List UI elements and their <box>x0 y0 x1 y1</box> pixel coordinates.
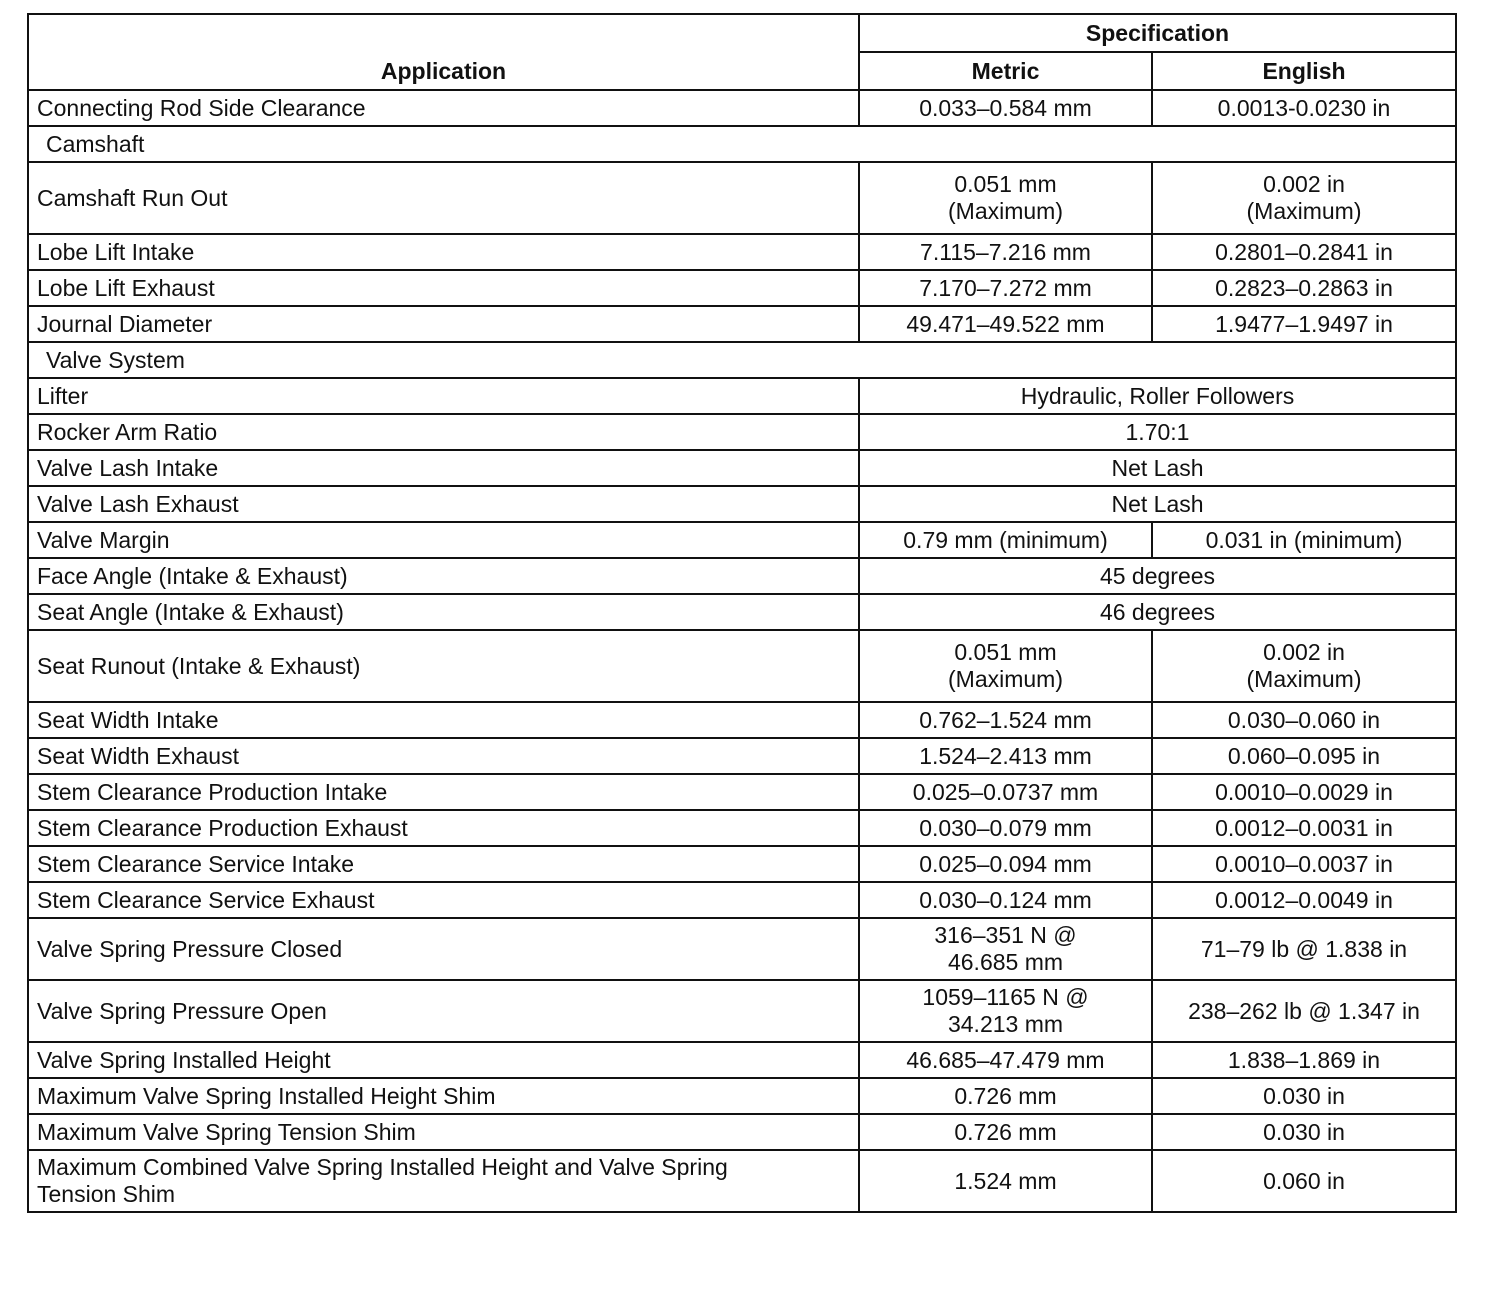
metric-value <box>859 918 1152 980</box>
table-row <box>28 810 1456 846</box>
row-label: Seat Width Intake <box>28 702 859 738</box>
english-value: 1.9477–1.9497 in <box>1152 306 1456 342</box>
metric-value-line1: 0.051 mm <box>954 639 1057 665</box>
table-row <box>28 1150 1456 1212</box>
row-label <box>28 1150 859 1212</box>
table-row <box>28 234 1456 270</box>
english-value: 0.030 in <box>1152 1078 1456 1114</box>
header-english: English <box>1152 52 1456 90</box>
english-value: 0.2801–0.2841 in <box>1152 234 1456 270</box>
metric-value-line2: 46.685 mm <box>947 949 1064 975</box>
english-value: 71–79 lb @ 1.838 in <box>1152 918 1456 980</box>
row-label: Stem Clearance Service Exhaust <box>28 882 859 918</box>
english-value-line1: 0.002 in <box>1263 171 1345 197</box>
row-label: Connecting Rod Side Clearance <box>28 90 859 126</box>
table-row <box>28 774 1456 810</box>
metric-value <box>859 980 1152 1042</box>
table-row <box>28 414 1456 450</box>
english-value: 0.030 in <box>1152 1114 1456 1150</box>
english-value: 238–262 lb @ 1.347 in <box>1152 980 1456 1042</box>
specification-table <box>27 13 1457 1213</box>
metric-value: 0.79 mm (minimum) <box>859 522 1152 558</box>
combined-value: Net Lash <box>859 450 1456 486</box>
row-label: Rocker Arm Ratio <box>28 414 859 450</box>
header-specification: Specification <box>859 14 1456 52</box>
english-value: 1.838–1.869 in <box>1152 1042 1456 1078</box>
metric-value: 0.726 mm <box>859 1078 1152 1114</box>
table-row <box>28 306 1456 342</box>
row-label: Valve Lash Intake <box>28 450 859 486</box>
row-label: Valve Lash Exhaust <box>28 486 859 522</box>
row-label: Face Angle (Intake & Exhaust) <box>28 558 859 594</box>
row-label: Lobe Lift Exhaust <box>28 270 859 306</box>
row-label-line1: Maximum Combined Valve Spring Installed Height and Valve Spring <box>37 1154 728 1180</box>
header-application-text: Application <box>380 58 507 84</box>
english-value: 0.031 in (minimum) <box>1152 522 1456 558</box>
english-value: 0.060 in <box>1152 1150 1456 1212</box>
combined-value: 46 degrees <box>859 594 1456 630</box>
table-row <box>28 1042 1456 1078</box>
row-label: Stem Clearance Production Intake <box>28 774 859 810</box>
metric-value: 1.524–2.413 mm <box>859 738 1152 774</box>
metric-value: 0.025–0.094 mm <box>859 846 1152 882</box>
metric-value: 0.025–0.0737 mm <box>859 774 1152 810</box>
metric-value: 0.033–0.584 mm <box>859 90 1152 126</box>
table-row <box>28 486 1456 522</box>
metric-value: 7.170–7.272 mm <box>859 270 1152 306</box>
row-label: Maximum Valve Spring Installed Height Shim <box>28 1078 859 1114</box>
english-value: 0.030–0.060 in <box>1152 702 1456 738</box>
combined-value: Hydraulic, Roller Followers <box>859 378 1456 414</box>
table-row <box>28 270 1456 306</box>
row-label: Valve Spring Pressure Closed <box>28 918 859 980</box>
metric-value: 0.762–1.524 mm <box>859 702 1152 738</box>
row-label: Lobe Lift Intake <box>28 234 859 270</box>
metric-value: 46.685–47.479 mm <box>859 1042 1152 1078</box>
table-row <box>28 522 1456 558</box>
row-label: Seat Angle (Intake & Exhaust) <box>28 594 859 630</box>
english-value: 0.0012–0.0049 in <box>1152 882 1456 918</box>
table-row <box>28 594 1456 630</box>
table-row <box>28 882 1456 918</box>
metric-value-line2: 34.213 mm <box>947 1011 1064 1037</box>
table-row <box>28 90 1456 126</box>
table-row <box>28 630 1456 702</box>
english-value-line1: 0.002 in <box>1263 639 1345 665</box>
table-row <box>28 1114 1456 1150</box>
metric-value: 0.030–0.079 mm <box>859 810 1152 846</box>
table-row <box>28 702 1456 738</box>
metric-value-line2: (Maximum) <box>948 198 1063 224</box>
english-value-line2: (Maximum) <box>1246 198 1362 224</box>
english-value: 0.0010–0.0029 in <box>1152 774 1456 810</box>
table-row <box>28 918 1456 980</box>
english-value <box>1152 630 1456 702</box>
table-row <box>28 846 1456 882</box>
combined-value: Net Lash <box>859 486 1456 522</box>
table-row <box>28 450 1456 486</box>
metric-value-line1: 316–351 N @ <box>934 922 1077 948</box>
row-label: Seat Width Exhaust <box>28 738 859 774</box>
row-label: Journal Diameter <box>28 306 859 342</box>
table-row <box>28 378 1456 414</box>
combined-value: 45 degrees <box>859 558 1456 594</box>
table-row <box>28 738 1456 774</box>
metric-value: 49.471–49.522 mm <box>859 306 1152 342</box>
english-value: 0.0010–0.0037 in <box>1152 846 1456 882</box>
row-label-line2: Tension Shim <box>37 1181 176 1207</box>
table-row <box>28 162 1456 234</box>
metric-value-line1: 0.051 mm <box>954 171 1057 197</box>
metric-value-line1: 1059–1165 N @ <box>922 984 1089 1010</box>
section-row <box>28 126 1456 162</box>
table-row <box>28 980 1456 1042</box>
row-label: Valve Spring Installed Height <box>28 1042 859 1078</box>
metric-value: 7.115–7.216 mm <box>859 234 1152 270</box>
row-label: Valve Margin <box>28 522 859 558</box>
header-application <box>28 14 859 90</box>
section-camshaft: Camshaft <box>28 126 1456 162</box>
row-label: Stem Clearance Service Intake <box>28 846 859 882</box>
row-label: Camshaft Run Out <box>28 162 859 234</box>
header-metric: Metric <box>859 52 1152 90</box>
metric-value: 1.524 mm <box>859 1150 1152 1212</box>
english-value: 0.060–0.095 in <box>1152 738 1456 774</box>
row-label: Stem Clearance Production Exhaust <box>28 810 859 846</box>
english-value: 0.2823–0.2863 in <box>1152 270 1456 306</box>
section-row <box>28 342 1456 378</box>
row-label: Seat Runout (Intake & Exhaust) <box>28 630 859 702</box>
english-value: 0.0013-0.0230 in <box>1152 90 1456 126</box>
english-value-line2: (Maximum) <box>1246 666 1362 692</box>
english-value <box>1152 162 1456 234</box>
row-label: Lifter <box>28 378 859 414</box>
combined-value: 1.70:1 <box>859 414 1456 450</box>
metric-value-line2: (Maximum) <box>948 666 1063 692</box>
table-row <box>28 1078 1456 1114</box>
metric-value <box>859 630 1152 702</box>
row-label: Valve Spring Pressure Open <box>28 980 859 1042</box>
table-row <box>28 558 1456 594</box>
metric-value: 0.726 mm <box>859 1114 1152 1150</box>
section-valve-system: Valve System <box>28 342 1456 378</box>
metric-value: 0.030–0.124 mm <box>859 882 1152 918</box>
english-value: 0.0012–0.0031 in <box>1152 810 1456 846</box>
row-label: Maximum Valve Spring Tension Shim <box>28 1114 859 1150</box>
metric-value <box>859 162 1152 234</box>
